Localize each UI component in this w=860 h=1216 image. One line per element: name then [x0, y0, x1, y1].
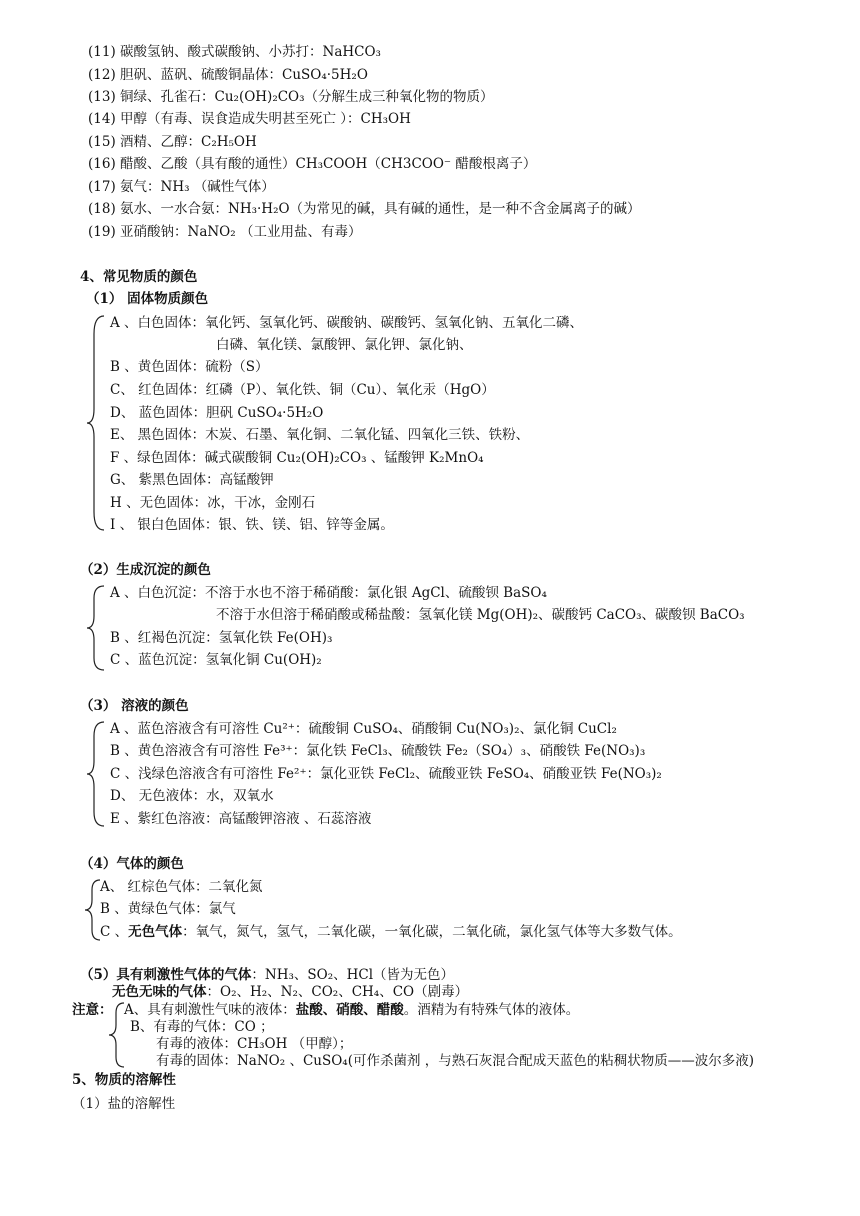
section-title: 4、常见物质的颜色 — [80, 269, 198, 285]
solution-line: D、 无色液体：水，双氧水 — [110, 788, 274, 804]
solution-line: E 、紫红色溶液：高锰酸钾溶液 、石蕊溶液 — [110, 811, 372, 827]
solid-color-line: E、 黑色固体：木炭、石墨、氧化铜、二氧化锰、四氧化三铁、铁粉、 — [110, 427, 530, 443]
gas-c-rest: ：氧气，氮气，氢气，二氧化碳，一氧化碳，二氧化硫，氯化氢气体等大多数气体。 — [182, 924, 682, 940]
section-title: 5、物质的溶解性 — [72, 1072, 176, 1088]
subsection-title: （1）盐的溶解性 — [72, 1096, 176, 1112]
solution-line: A 、蓝色溶液含有可溶性 Cu²⁺：硫酸铜 CuSO₄、硝酸铜 Cu(NO₃)₂、氯化铜 CuCl₂ — [110, 721, 617, 737]
solution-line: B 、黄色溶液含有可溶性 Fe³⁺：氯化铁 FeCl₃、硫酸铁 Fe₂（SO₄）₃、硝酸铁 Fe(NO₃)₃ — [110, 743, 646, 759]
solid-color-line: I 、 银白色固体：银、铁、镁、铝、锌等金属。 — [110, 517, 394, 533]
solid-color-line: B 、黄色固体：硫粉（S） — [110, 359, 269, 375]
gas-c-prefix: C 、 — [100, 924, 129, 940]
gas-color-line — [100, 923, 682, 941]
solid-color-line: F 、绿色固体：碱式碳酸铜 Cu₂(OH)₂CO₃ 、锰酸钾 K₂MnO₄ — [110, 450, 484, 466]
gas-color-line: A、 红棕色气体：二氧化氮 — [100, 879, 263, 895]
list-item: (11) 碳酸氢钠、酸式碳酸钠、小苏打：NaHCO₃ — [88, 44, 381, 60]
list-item: (13) 铜绿、孔雀石：Cu₂(OH)₂CO₃（分解生成三种氧化物的物质） — [88, 89, 494, 105]
list-item: (18) 氨水、一水合氨：NH₃·H₂O（为常见的碱，具有碱的通性，是一种不含金属离子的碱） — [88, 201, 641, 217]
odorless-gas-title: 无色无味的气体 — [112, 984, 207, 1000]
gas-color-line: B 、黄绿色气体：氯气 — [100, 901, 236, 917]
note-a-prefix: A、具有刺激性气味的液体： — [124, 1002, 296, 1018]
note-a-bold: 盐酸、硝酸、醋酸 — [295, 1002, 404, 1018]
precipitate-line: C 、蓝色沉淀：氢氧化铜 Cu(OH)₂ — [110, 652, 322, 668]
note-a-line — [124, 1001, 579, 1019]
precipitate-line: 不溶于水但溶于稀硝酸或稀盐酸：氢氧化镁 Mg(OH)₂、碳酸钙 CaCO₃、碳酸钡 BaCO₃ — [216, 607, 745, 623]
note-a-rest: 。酒精为有特殊气体的液体。 — [403, 1002, 580, 1018]
solid-color-line: G、 紫黑色固体：高锰酸钾 — [110, 472, 274, 488]
brace-icon — [86, 314, 108, 532]
precipitate-line: A 、白色沉淀：不溶于水也不溶于稀硝酸：氯化银 AgCl、硫酸钡 BaSO₄ — [110, 585, 547, 601]
irritant-gas-title: （5）具有刺激性气体的气体 — [80, 967, 252, 983]
solid-color-line: 白磷、氧化镁、氯酸钾、氯化钾、氯化钠、 — [216, 337, 473, 353]
gas-c-bold: 无色气体 — [128, 924, 183, 940]
note-b-line: 有毒的液体：CH₃OH （甲醇）； — [156, 1036, 353, 1052]
solid-color-line: C、 红色固体：红磷（P）、氧化铁、铜（Cu）、氧化汞（HgO） — [110, 382, 495, 398]
precipitate-line: B 、红褐色沉淀：氢氧化铁 Fe(OH)₃ — [110, 630, 333, 646]
irritant-gas-rest: ：NH₃、SO₂、HCl（皆为无色） — [251, 967, 455, 983]
list-item: (16) 醋酸、乙酸（具有酸的通性）CH₃COOH（CH3COO⁻ 醋酸根离子） — [88, 156, 537, 172]
solid-color-line: A 、白色固体：氧化钙、氢氧化钙、碳酸钠、碳酸钙、氢氧化钠、五氧化二磷、 — [110, 315, 584, 331]
solid-color-line: D、 蓝色固体：胆矾 CuSO₄·5H₂O — [110, 405, 324, 421]
subsection-title: （2）生成沉淀的颜色 — [80, 562, 211, 578]
odorless-gas-line — [112, 983, 468, 1001]
irritant-gas-line — [80, 966, 454, 984]
subsection-title: （3） 溶液的颜色 — [80, 698, 189, 714]
note-b-line: 有毒的固体：NaNO₂ 、CuSO₄(可作杀菌剂 ，与熟石灰混合配成天蓝色的粘稠状物质——波尔多液) — [156, 1053, 755, 1069]
list-item: (15) 酒精、乙醇：C₂H₅OH — [88, 134, 257, 150]
note-label: 注意： — [72, 1002, 113, 1018]
brace-icon — [86, 720, 108, 828]
note-b-line: B、有毒的气体：CO ； — [130, 1019, 274, 1035]
brace-icon — [86, 584, 108, 672]
list-item: (12) 胆矾、蓝矾、硫酸铜晶体：CuSO₄·5H₂O — [88, 67, 368, 83]
list-item: (17) 氨气：NH₃ （碱性气体） — [88, 179, 275, 195]
list-item: (19) 亚硝酸钠：NaNO₂ （工业用盐、有毒） — [88, 224, 362, 240]
solution-line: C 、浅绿色溶液含有可溶性 Fe²⁺：氯化亚铁 FeCl₂、硫酸亚铁 FeSO₄、硝酸亚铁 Fe(NO₃)₂ — [110, 766, 662, 782]
subsection-title: （1） 固体物质颜色 — [86, 291, 209, 307]
list-item: (14) 甲醇（有毒、误食造成失明甚至死亡 ）：CH₃OH — [88, 111, 411, 127]
subsection-title: （4）气体的颜色 — [80, 856, 184, 872]
solid-color-line: H 、无色固体：冰，干冰，金刚石 — [110, 495, 316, 511]
odorless-gas-rest: ：O₂、H₂、N₂、CO₂、CH₄、CO（剧毒） — [206, 984, 469, 1000]
